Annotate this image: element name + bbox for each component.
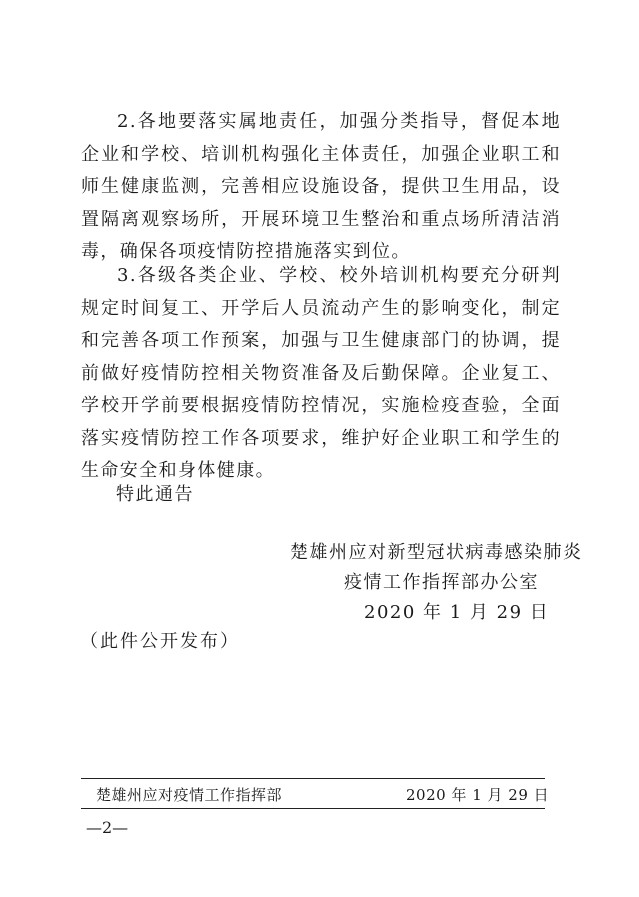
signature-issuer-line-1: 楚雄州应对新型冠状病毒感染肺炎 — [290, 542, 583, 563]
closing-remark: 特此通告 — [116, 484, 194, 505]
footer-date: 2020 年 1 月 29 日 — [406, 786, 550, 804]
signature-date: 2020 年 1 月 29 日 — [364, 602, 550, 623]
footer-rule-top — [81, 778, 545, 779]
page-number: —2— — [86, 818, 129, 837]
body-paragraph-3: 3.各级各类企业、学校、校外培训机构要充分研判规定时间复工、开学后人员流动产生的影响变化，制定和完善各项工作预案，加强与卫生健康部门的协调，提前做好疫情防控相关物资准备及后勤保障。企业复工、学校开学前要根据疫情防控情况，实施检疫查验，全面落实疫情防控工作各项要求，维护好企业职工和学生的生命安全和身体健康。 — [81, 265, 561, 481]
signature-issuer-line-2: 疫情工作指挥部办公室 — [344, 572, 539, 593]
body-paragraph-2: 2.各地要落实属地责任，加强分类指导，督促本地企业和学校、培训机构强化主体责任，加强企业职工和师生健康监测，完善相应设施设备，提供卫生用品，设置隔离观察场所，开展环境卫生整治和重点场所清洁消毒，确保各项疫情防控措施落实到位。 — [81, 111, 561, 262]
footer-organization: 楚雄州应对疫情工作指挥部 — [96, 786, 283, 804]
footer-rule-bottom — [81, 808, 545, 809]
publication-note: （此件公开发布） — [80, 631, 240, 652]
